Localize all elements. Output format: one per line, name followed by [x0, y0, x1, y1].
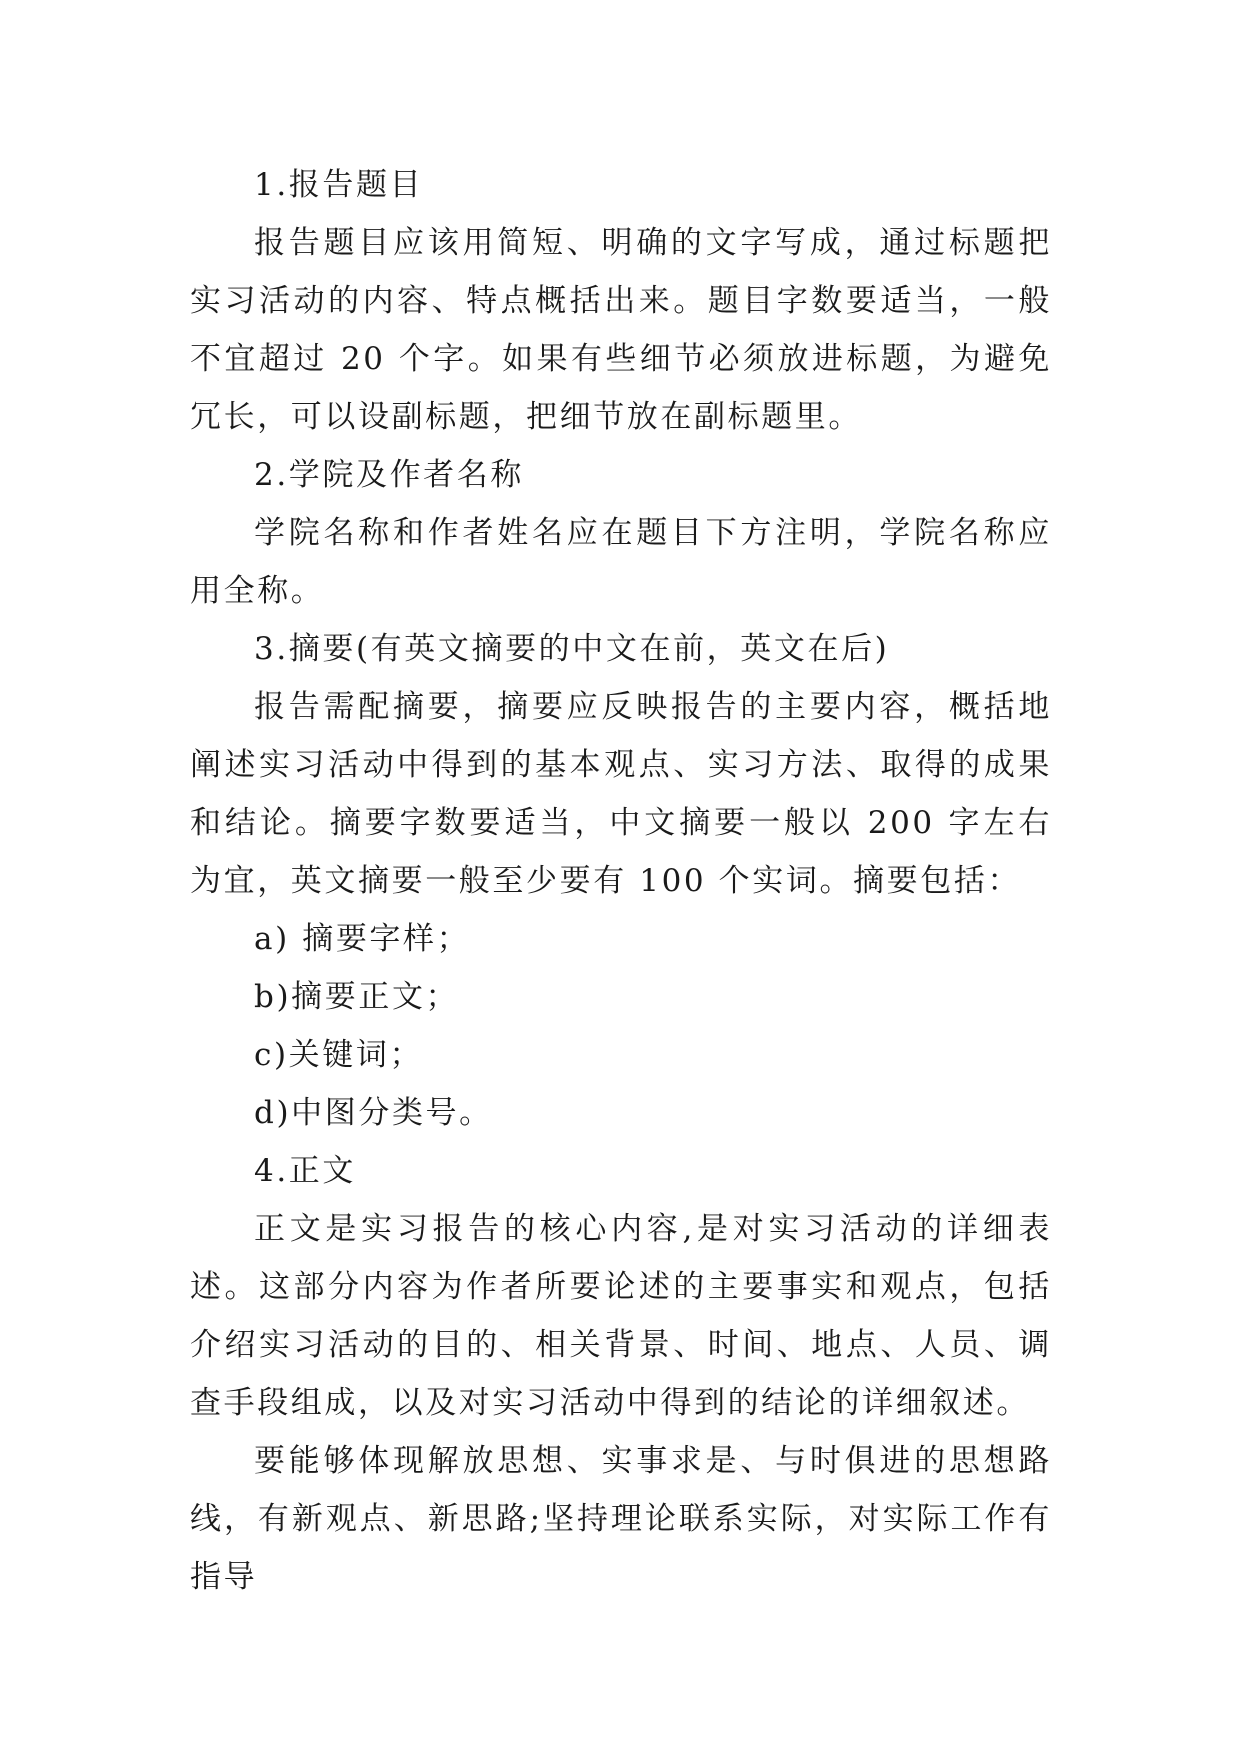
paragraph-main-text-requirements: 要能够体现解放思想、实事求是、与时俱进的思想路线，有新观点、新思路;坚持理论联系实际，对实际工作有指导 — [190, 1443, 1052, 1595]
list-item-abstract-label: a) 摘要字样； — [254, 921, 471, 957]
document-body — [190, 156, 1052, 1606]
section-heading-title: 1.报告题目 — [254, 167, 424, 203]
paragraph-title-description: 报告题目应该用简短、明确的文字写成，通过标题把实习活动的内容、特点概括出来。题目字数要适当，一般不宜超过 20 个字。如果有些细节必须放进标题，为避免冗长，可以设副标题，把细节放在副标题里。 — [190, 225, 1052, 435]
paragraph-main-text: 正文是实习报告的核心内容,是对实习活动的详细表述。这部分内容为作者所要论述的主要事实和观点，包括介绍实习活动的目的、相关背景、时间、地点、人员、调查手段组成，以及对实习活动中得到的结论的详细叙述。 — [190, 1211, 1052, 1421]
paragraph-abstract: 报告需配摘要，摘要应反映报告的主要内容，概括地阐述实习活动中得到的基本观点、实习方法、取得的成果和结论。摘要字数要适当，中文摘要一般以 200 字左右为宜，英文摘要一般至少要有 100 个实词。摘要包括： — [190, 689, 1052, 899]
list-item-classification: d)中图分类号。 — [254, 1095, 493, 1131]
list-item-abstract-body: b)摘要正文； — [254, 979, 460, 1015]
section-heading-college-author: 2.学院及作者名称 — [254, 457, 524, 493]
list-item-keywords: c)关键词； — [254, 1037, 424, 1073]
section-heading-main-text: 4.正文 — [254, 1153, 356, 1189]
section-heading-abstract: 3.摘要(有英文摘要的中文在前，英文在后) — [254, 631, 890, 667]
paragraph-college-author: 学院名称和作者姓名应在题目下方注明，学院名称应用全称。 — [190, 515, 1052, 609]
